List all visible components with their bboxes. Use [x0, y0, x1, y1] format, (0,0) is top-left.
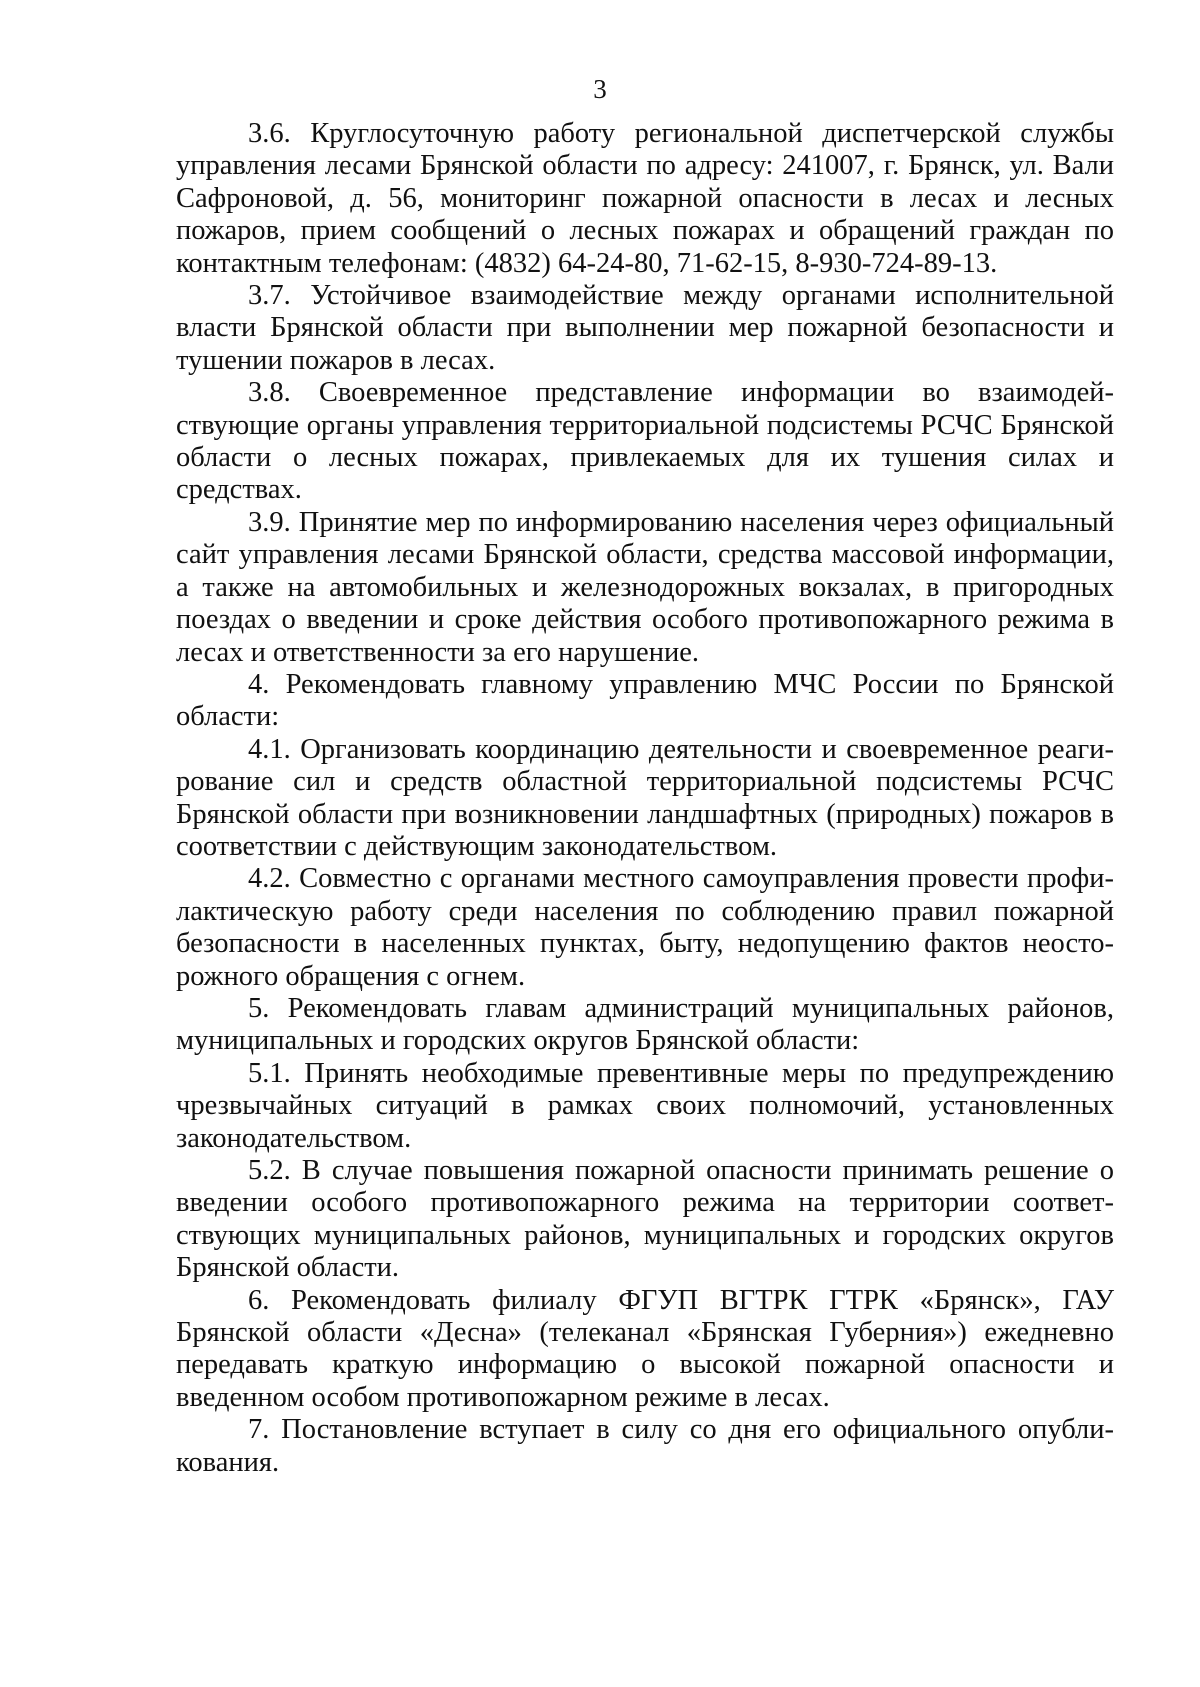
paragraph-3-6: 3.6. Круглосуточную работу региональной диспетчерской службы управления лесами Брянской области по адресу: 241007, г. Брянск, ул. Вали Сафроновой, д. 56, мониторинг пожарной опасности в лесах и лесных пожаров, прием сообщений о лесных пожарах и обращений граждан по контактным телефонам: (4832) 64-24-80, 71-62-15, 8-930-724-89-13. [176, 118, 1114, 279]
paragraph-3-9: 3.9. Принятие мер по информированию населения через официальный сайт управления лесами Брянской области, средства массовой информации, а также на автомобильных и железнодорожных вокзалах, в пригородных поездах о введении и сроке действия особого противопожарного режима в лесах и ответственности за его нарушение. [176, 506, 1114, 668]
paragraph-7: 7. Постановление вступает в силу со дня его официального опубликования. [176, 1414, 1114, 1478]
paragraph-6: 6. Рекомендовать филиалу ФГУП ВГТРК ГТРК «Брянск», ГАУ Брянской области «Десна» (телеканал «Брянская Губерния») ежедневно передавать краткую информацию о высокой пожарной опасности и введенном особом противопожарном режиме в лесах. [176, 1284, 1114, 1413]
paragraph-5-2: 5.2. В случае повышения пожарной опасности принимать решение о введении особого противопожарного режима на территории соответствующих муниципальных районов, муниципальных и городских округов Брянской области. [176, 1155, 1114, 1284]
paragraph-5-1: 5.1. Принять необходимые превентивные меры по предупреждению чрезвычайных ситуаций в рамках своих полномочий, установленных законодательством. [176, 1057, 1114, 1154]
document-body [176, 118, 1114, 1479]
paragraph-5: 5. Рекомендовать главам администраций муниципальных районов, муниципальных и городских округов Брянской области: [176, 992, 1114, 1057]
paragraph-4: 4. Рекомендовать главному управлению МЧС России по Брянской области: [176, 668, 1114, 733]
page-number: 3 [593, 74, 607, 104]
paragraph-4-2: 4.2. Совместно с органами местного самоуправления провести профилактическую работу среди населения по соблюдению правил пожарной безопасности в населенных пунктах, быту, недопущению фактов неосторожного обращения с огнем. [176, 863, 1114, 992]
paragraph-4-1: 4.1. Организовать координацию деятельности и своевременное реагирование сил и средств областной территориальной подсистемы РСЧС Брянской области при возникновении ландшафтных (природных) пожаров в соответствии с действующим законодательством. [176, 733, 1114, 862]
paragraph-3-8: 3.8. Своевременное представление информации во взаимодействующие органы управления территориальной подсистемы РСЧС Брянской области о лесных пожарах, привлекаемых для их тушения силах и средствах. [176, 377, 1114, 506]
paragraph-3-7: 3.7. Устойчивое взаимодействие между органами исполнительной власти Брянской области при выполнении мер пожарной безопасности и тушении пожаров в лесах. [176, 280, 1114, 376]
